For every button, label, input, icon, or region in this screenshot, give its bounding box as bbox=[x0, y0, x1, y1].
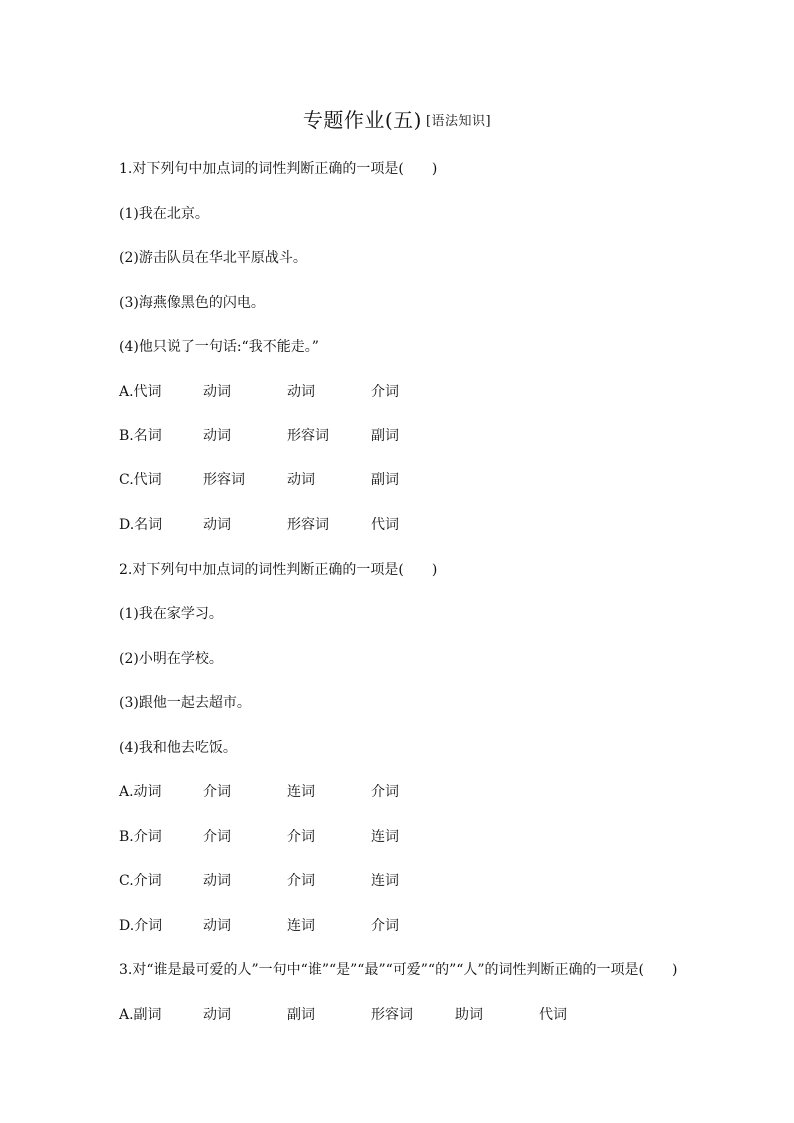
question-2-sentence-4: (4)我和他去吃饭。 bbox=[119, 740, 237, 756]
question-1-sentence-1: (1)我在北京。 bbox=[119, 206, 209, 222]
page-title bbox=[0, 104, 794, 133]
question-1-sentence-4: (4)他只说了一句话:“我不能走。” bbox=[119, 339, 319, 355]
question-1-sentence-2: (2)游击队员在华北平原战斗。 bbox=[119, 250, 307, 266]
document-page: 专题作业(五) [语法知识] 1.对下列句中加点词的词性判断正确的一项是( ) (1)我在北京。 (2)游击队员在华北平原战斗。 (3)海燕像黑色的闪电。 (4)他只说了一句话:“我不能走。” A.代词 动词 动词 介词 B.名词 动词 形容词 副词 C.代词 形容词 动词 副词 D.名词 动词 形容词 代词 2.对下列句中加点词的词性判断正确的一项是( ) (1)我在家学习。 (2)小明在学校。 (3)跟他一起去超市。 (4)我和他去吃饭。 A.动词 介词 连词 介词 B.介词 介词 介词 连词 C.介词 动词 介词 连词 D.介词 动词 连词 介词 3.对“谁是最可爱的人”一句中“谁”“是”“最”“可爱”“的”“人”的词性判断正确的一项是( ) A.副词 动词 副词 形容词 助词 代词 bbox=[0, 0, 794, 1123]
question-3-stem: 3.对“谁是最可爱的人”一句中“谁”“是”“最”“可爱”“的”“人”的词性判断正确的一项是( ) bbox=[119, 962, 678, 978]
question-1-sentence-3: (3)海燕像黑色的闪电。 bbox=[119, 295, 265, 311]
title-tag: [语法知识] bbox=[425, 114, 492, 129]
question-2-sentence-3: (3)跟他一起去超市。 bbox=[119, 695, 251, 711]
question-2-sentence-2: (2)小明在学校。 bbox=[119, 651, 223, 667]
question-2-sentence-1: (1)我在家学习。 bbox=[119, 606, 223, 622]
question-2-stem: 2.对下列句中加点词的词性判断正确的一项是( ) bbox=[119, 562, 438, 578]
title-main: 专题作业(五) bbox=[302, 108, 422, 132]
question-1-stem: 1.对下列句中加点词的词性判断正确的一项是( ) bbox=[119, 161, 438, 177]
